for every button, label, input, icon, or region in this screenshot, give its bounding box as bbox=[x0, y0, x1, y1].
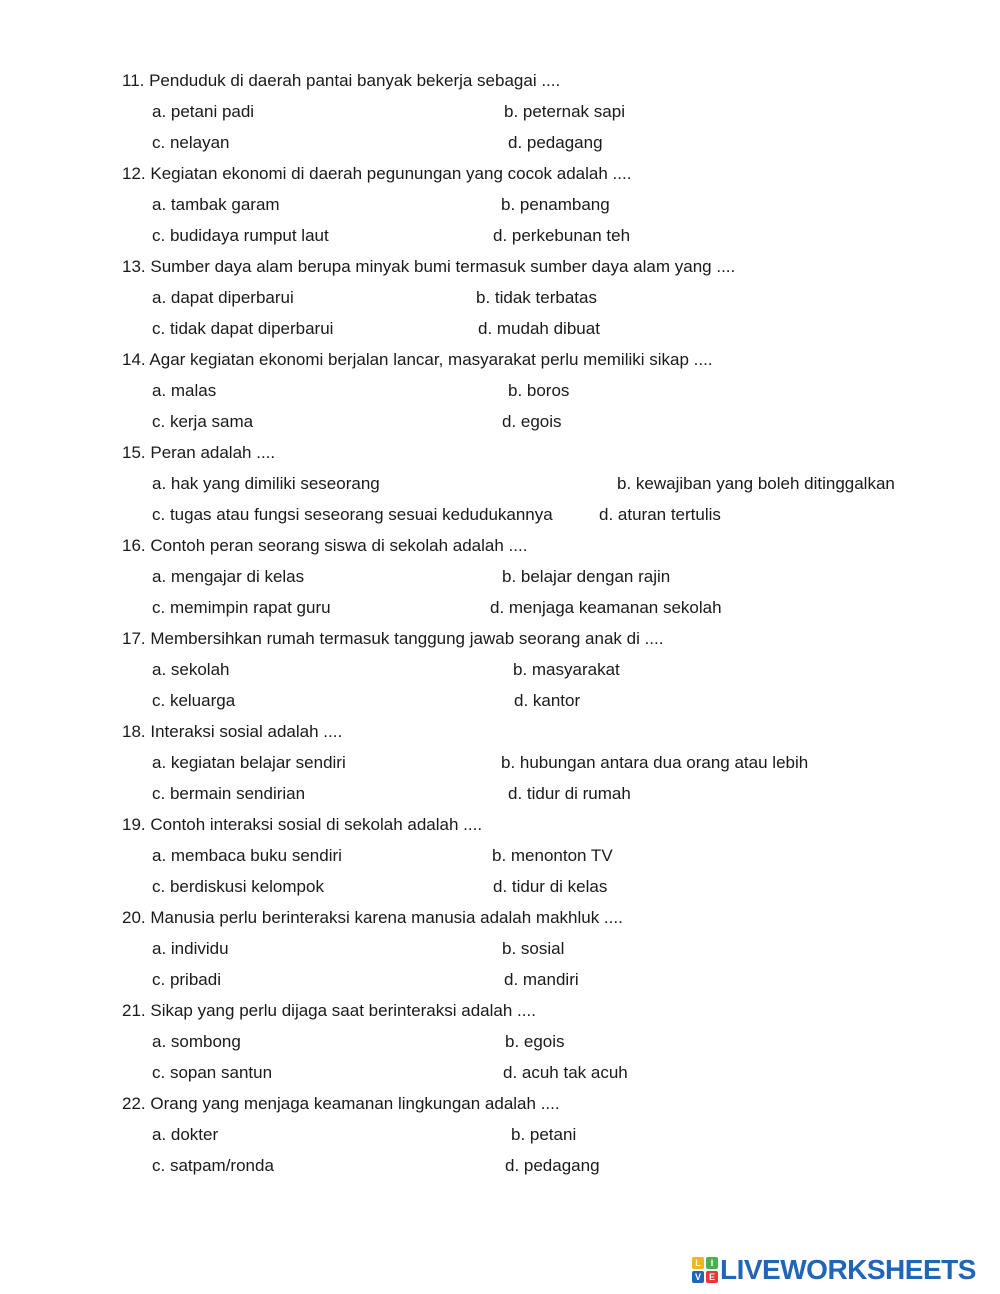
q16-option-b[interactable]: b. belajar dengan rajin bbox=[502, 567, 671, 586]
question-22: 22. Orang yang menjaga keamanan lingkungan adalah .... bbox=[122, 1094, 560, 1113]
q15-option-b[interactable]: b. kewajiban yang boleh ditinggalkan bbox=[617, 474, 895, 493]
question-12: 12. Kegiatan ekonomi di daerah pegunungan yang cocok adalah .... bbox=[122, 164, 632, 183]
q15-option-c[interactable]: c. tugas atau fungsi seseorang sesuai kedudukannya bbox=[152, 505, 553, 524]
question-17: 17. Membersihkan rumah termasuk tanggung jawab seorang anak di .... bbox=[122, 629, 664, 648]
q11-option-c[interactable]: c. nelayan bbox=[152, 133, 230, 152]
question-20: 20. Manusia perlu berinteraksi karena manusia adalah makhluk .... bbox=[122, 908, 623, 927]
q18-option-d[interactable]: d. tidur di rumah bbox=[508, 784, 631, 803]
q22-option-d[interactable]: d. pedagang bbox=[505, 1156, 600, 1175]
question-21: 21. Sikap yang perlu dijaga saat berinteraksi adalah .... bbox=[122, 1001, 536, 1020]
q15-option-d[interactable]: d. aturan tertulis bbox=[599, 505, 721, 524]
q17-option-a[interactable]: a. sekolah bbox=[152, 660, 230, 679]
q13-option-a[interactable]: a. dapat diperbarui bbox=[152, 288, 294, 307]
q19-option-c[interactable]: c. berdiskusi kelompok bbox=[152, 877, 324, 896]
q18-option-b[interactable]: b. hubungan antara dua orang atau lebih bbox=[501, 753, 809, 772]
question-16: 16. Contoh peran seorang siswa di sekolah adalah .... bbox=[122, 536, 528, 555]
q16-option-d[interactable]: d. menjaga keamanan sekolah bbox=[490, 598, 722, 617]
q14-option-b[interactable]: b. boros bbox=[508, 381, 570, 400]
q22-option-b[interactable]: b. petani bbox=[511, 1125, 577, 1144]
question-13: 13. Sumber daya alam berupa minyak bumi termasuk sumber daya alam yang .... bbox=[122, 257, 736, 276]
question-15: 15. Peran adalah .... bbox=[122, 443, 276, 462]
logo-mark-tile: L bbox=[692, 1257, 704, 1269]
q14-option-c[interactable]: c. kerja sama bbox=[152, 412, 254, 431]
q21-option-d[interactable]: d. acuh tak acuh bbox=[503, 1063, 628, 1082]
logo-mark-tile: I bbox=[706, 1257, 718, 1269]
q20-option-c[interactable]: c. pribadi bbox=[152, 970, 221, 989]
q21-option-c[interactable]: c. sopan santun bbox=[152, 1063, 273, 1082]
q22-option-a[interactable]: a. dokter bbox=[152, 1125, 219, 1144]
q19-option-d[interactable]: d. tidur di kelas bbox=[493, 877, 608, 896]
q12-option-d[interactable]: d. perkebunan teh bbox=[493, 226, 631, 245]
question-11: 11. Penduduk di daerah pantai banyak bekerja sebagai .... bbox=[122, 71, 561, 90]
q17-option-c[interactable]: c. keluarga bbox=[152, 691, 236, 710]
liveworksheets-logo bbox=[692, 1256, 976, 1284]
q20-option-a[interactable]: a. individu bbox=[152, 939, 229, 958]
q13-option-d[interactable]: d. mudah dibuat bbox=[478, 319, 600, 338]
q11-option-d[interactable]: d. pedagang bbox=[508, 133, 603, 152]
question-18: 18. Interaksi sosial adalah .... bbox=[122, 722, 343, 741]
q20-option-d[interactable]: d. mandiri bbox=[504, 970, 579, 989]
q12-option-b[interactable]: b. penambang bbox=[501, 195, 610, 214]
q21-option-b[interactable]: b. egois bbox=[505, 1032, 565, 1051]
q18-option-a[interactable]: a. kegiatan belajar sendiri bbox=[152, 753, 346, 772]
q22-option-c[interactable]: c. satpam/ronda bbox=[152, 1156, 274, 1175]
q14-option-d[interactable]: d. egois bbox=[502, 412, 562, 431]
q15-option-a[interactable]: a. hak yang dimiliki seseorang bbox=[152, 474, 380, 493]
q19-option-a[interactable]: a. membaca buku sendiri bbox=[152, 846, 342, 865]
q11-option-b[interactable]: b. peternak sapi bbox=[504, 102, 625, 121]
q17-option-b[interactable]: b. masyarakat bbox=[513, 660, 620, 679]
logo-text: LIVEWORKSHEETS bbox=[720, 1254, 976, 1285]
q11-option-a[interactable]: a. petani padi bbox=[152, 102, 255, 121]
q21-option-a[interactable]: a. sombong bbox=[152, 1032, 241, 1051]
logo-mark-icon bbox=[692, 1257, 718, 1283]
q12-option-c[interactable]: c. budidaya rumput laut bbox=[152, 226, 329, 245]
q16-option-a[interactable]: a. mengajar di kelas bbox=[152, 567, 305, 586]
logo-mark-tile: E bbox=[706, 1271, 718, 1283]
q14-option-a[interactable]: a. malas bbox=[152, 381, 217, 400]
q12-option-a[interactable]: a. tambak garam bbox=[152, 195, 280, 214]
q17-option-d[interactable]: d. kantor bbox=[514, 691, 581, 710]
q19-option-b[interactable]: b. menonton TV bbox=[492, 846, 613, 865]
q20-option-b[interactable]: b. sosial bbox=[502, 939, 565, 958]
question-19: 19. Contoh interaksi sosial di sekolah adalah .... bbox=[122, 815, 483, 834]
q16-option-c[interactable]: c. memimpin rapat guru bbox=[152, 598, 331, 617]
q13-option-c[interactable]: c. tidak dapat diperbarui bbox=[152, 319, 334, 338]
q18-option-c[interactable]: c. bermain sendirian bbox=[152, 784, 306, 803]
logo-mark-tile: V bbox=[692, 1271, 704, 1283]
question-14: 14. Agar kegiatan ekonomi berjalan lancar, masyarakat perlu memiliki sikap .... bbox=[122, 350, 713, 369]
q13-option-b[interactable]: b. tidak terbatas bbox=[476, 288, 597, 307]
